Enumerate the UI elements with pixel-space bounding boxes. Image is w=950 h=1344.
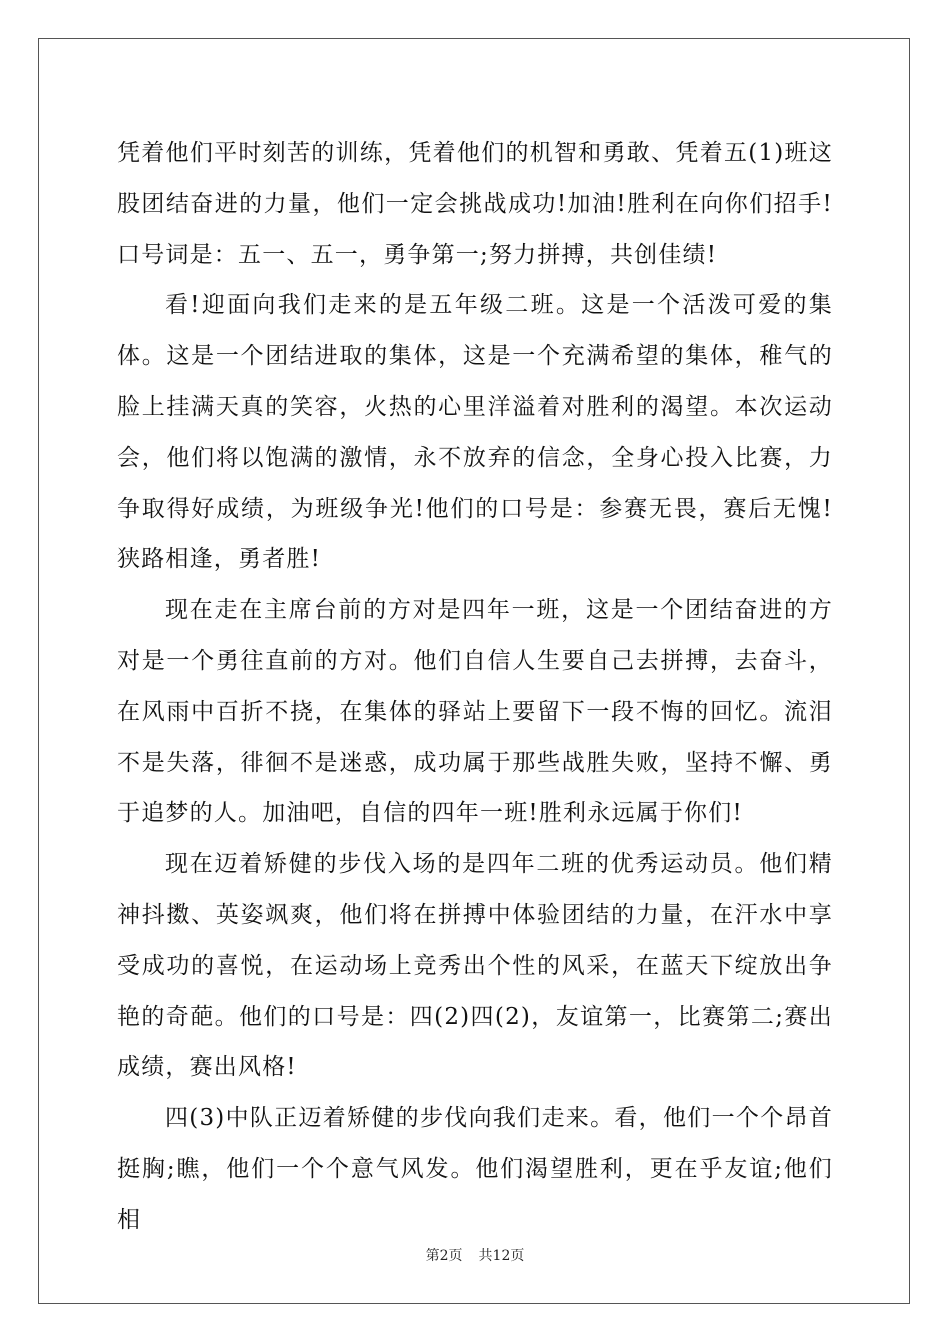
document-body [117, 128, 833, 1246]
page-number: 第2页 [425, 1248, 463, 1264]
paragraph-4: 现在迈着矫健的步伐入场的是四年二班的优秀运动员。他们精神抖擞、英姿飒爽，他们将在拼搏中体验团结的力量，在汗水中享受成功的喜悦，在运动场上竞秀出个性的风采，在蓝天下绽放出争艳的奇葩。他们的口号是：四(2)四(2)，友谊第一，比赛第二;赛出成绩，赛出风格! [117, 851, 833, 1081]
paragraph-5: 四(3)中队正迈着矫健的步伐向我们走来。看，他们一个个昂首挺胸;瞧，他们一个个意气风发。他们渴望胜利，更在乎友谊;他们相 [117, 1105, 833, 1233]
paragraph-3: 现在走在主席台前的方对是四年一班，这是一个团结奋进的方对是一个勇往直前的方对。他们自信人生要自己去拼搏，去奋斗，在风雨中百折不挠，在集体的驿站上要留下一段不悔的回忆。流泪不是失落，徘徊不是迷惑，成功属于那些战胜失败，坚持不懈、勇于追梦的人。加油吧，自信的四年一班!胜利永远属于你们! [117, 597, 833, 827]
paragraph-1: 凭着他们平时刻苦的训练，凭着他们的机智和勇敢、凭着五(1)班这股团结奋进的力量，他们一定会挑战成功!加油!胜利在向你们招手!口号词是：五一、五一，勇争第一;努力拼搏，共创佳绩! [117, 140, 833, 268]
paragraph-2: 看!迎面向我们走来的是五年级二班。这是一个活泼可爱的集体。这是一个团结进取的集体，这是一个充满希望的集体，稚气的脸上挂满天真的笑容，火热的心里洋溢着对胜利的渴望。本次运动会，他们将以饱满的激情，永不放弃的信念，全身心投入比赛，力争取得好成绩，为班级争光!他们的口号是：参赛无畏，赛后无愧!狭路相逢，勇者胜! [117, 292, 833, 573]
page-total: 共12页 [478, 1248, 525, 1264]
page-footer [0, 1245, 950, 1265]
